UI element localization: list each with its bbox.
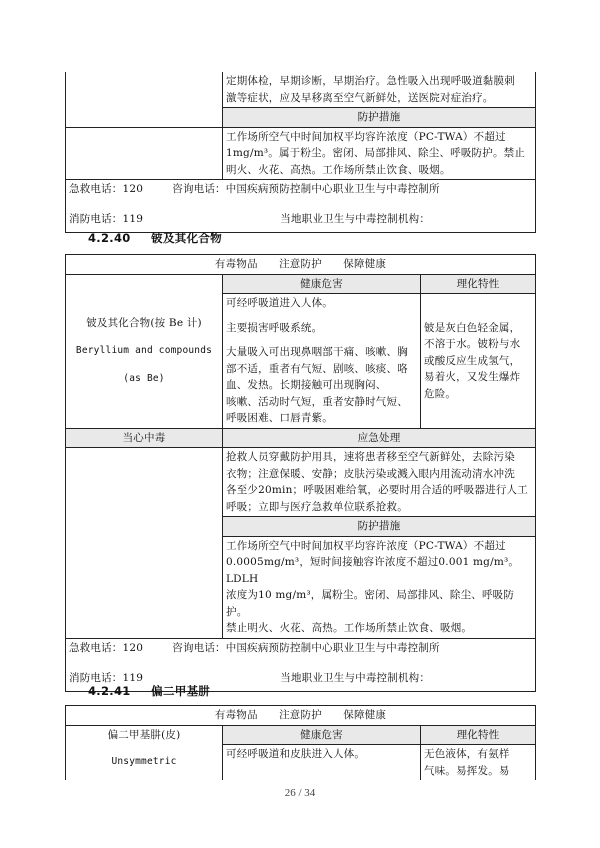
hazard-line: 咳嗽、活动时气短，重者安静时气短、 [226,395,408,408]
warning-banner: 有毒物品 注意防护 保障健康 [66,255,536,275]
prev-section-table [65,72,536,233]
emergency-text [223,448,536,517]
prev-first-aid-line: 激等症状，应及早移离至空气新鲜处，送医院对症治疗。 [226,91,494,104]
emergency-phone: 急救电话：120 [69,641,144,654]
prev-left-cell [66,72,223,127]
section-title: 铍及其化合物 [151,231,222,245]
section-heading-4240 [88,230,222,246]
protection-line: 0.0005mg/m³，短时间接触容许浓度不超过0.001 mg/m³。LDLH [226,556,520,585]
prev-fire-phone: 消防电话：119 [69,213,144,225]
physchem-header: 理化特性 [421,725,536,745]
prev-protection-text [223,127,536,180]
protection-header: 防护措施 [223,517,536,537]
caution-label: 当心中毒 [66,428,223,448]
prev-emergency-phone: 急救电话：120 [69,183,144,195]
substance-name-cell [66,274,223,428]
prev-first-aid-text [223,72,536,108]
udmh-table [65,705,536,780]
health-hazard-header: 健康危害 [223,274,421,294]
hazard-paragraph-1: 可经呼吸道进入人体。 [226,297,333,309]
hazard-line: 部不适，重者有气短、剧咳、咳痰、咯 [226,362,408,375]
fire-phone: 消防电话：119 [69,671,144,684]
hazard-line: 血、发热。长期接触可出现胸闷、 [226,379,387,391]
emergency-line: 抢救人员穿戴防护用具，速将患者移至空气新鲜处，去除污染 [226,451,515,463]
section-number: 4.2.40 [88,231,131,245]
consult-phone: 咨询电话：中国疾病预防控制中心职业卫生与中毒控制所 [172,641,440,654]
physchem-line: 无色液体，有氨样 [424,748,510,760]
health-hazard-text [223,745,421,781]
beryllium-table [65,254,536,692]
substance-name-cn: 偏二甲基肼(皮) [107,728,181,741]
hazard-paragraph-2: 主要损害呼吸系统。 [226,321,323,334]
page-number: 26 / 34 [284,787,316,799]
substance-name-cn: 铍及其化合物(按 Be 计) [86,317,202,329]
prev-local-org: 当地职业卫生与中毒控制机构： [280,213,431,225]
caution-blank-cell [66,448,223,639]
hazard-paragraph-1: 可经呼吸道和皮肤进入人体。 [226,748,366,760]
section-title: 偏二甲基肼 [151,684,211,698]
hazard-line: 呼吸困难、口唇青紫。 [226,412,333,424]
substance-name-en: Beryllium and compounds [75,345,213,356]
prev-consult-phone: 咨询电话：中国疾病预防控制中心职业卫生与中毒控制所 [172,183,440,195]
prev-first-aid-line: 定期体检，早期诊断，早期治疗。急性吸入出现呼吸道黏膜刺 [226,75,515,87]
physchem-line: 铍是灰白色轻金属， [424,321,521,334]
emergency-line: 呼吸；立即与医疗急救单位联系抢救。 [226,500,408,513]
health-hazard-text [223,294,421,429]
substance-name-en: Unsymmetric [111,756,177,767]
physchem-line: 易着火，又发生爆炸 [424,371,521,383]
physchem-header: 理化特性 [421,274,536,294]
protection-line: 浓度为10 mg/m³，属粉尘。密闭、局部排风、除尘、呼吸防护。 [226,589,515,618]
physchem-line: 危险。 [424,387,457,400]
substance-name-en-2: (as Be) [123,373,165,384]
physchem-text [421,745,536,781]
protection-text [223,536,536,638]
prev-protection-line: 工作场所空气中时间加权平均容许浓度（PC-TWA）不超过 [226,130,506,143]
prev-contact-cell [66,180,536,233]
local-org: 当地职业卫生与中毒控制机构： [280,671,431,684]
emergency-line: 衣物；注意保暖、安静；皮肤污染或溅入眼内用流动清水冲洗 [226,467,515,480]
protection-line: 禁止明火、火花、高热。工作场所禁止饮食、吸烟。 [226,622,473,634]
prev-protection-line: 1mg/m³。属于粉尘。密闭、局部排风、除尘、呼吸防护。禁止 [226,147,526,159]
substance-name-cell [66,725,223,780]
physchem-line: 气味。易挥发。易 [424,764,510,777]
health-hazard-header: 健康危害 [223,725,421,745]
emergency-line: 各至少20min；呼吸困难给氧，必要时用合适的呼吸器进行人工 [226,484,528,496]
physchem-line: 不溶于水。铍粉与水 [424,338,521,350]
prev-protection-header: 防护措施 [223,108,536,128]
physchem-text [421,294,536,429]
protection-line: 工作场所空气中时间加权平均容许浓度（PC-TWA）不超过 [226,539,506,552]
section-number: 4.2.41 [88,684,131,698]
physchem-line: 或酸反应生成氢气， [424,354,521,367]
prev-protection-line: 明火、火花、高热。工作场所禁止饮食、吸烟。 [226,163,451,176]
emergency-header: 应急处理 [223,428,536,448]
prev-left-cell-2 [66,127,223,180]
warning-banner: 有毒物品 注意防护 保障健康 [66,706,536,726]
hazard-line: 大量吸入可出现鼻咽部干痛、咳嗽、胸 [226,346,408,358]
section-heading-4241 [88,683,210,699]
